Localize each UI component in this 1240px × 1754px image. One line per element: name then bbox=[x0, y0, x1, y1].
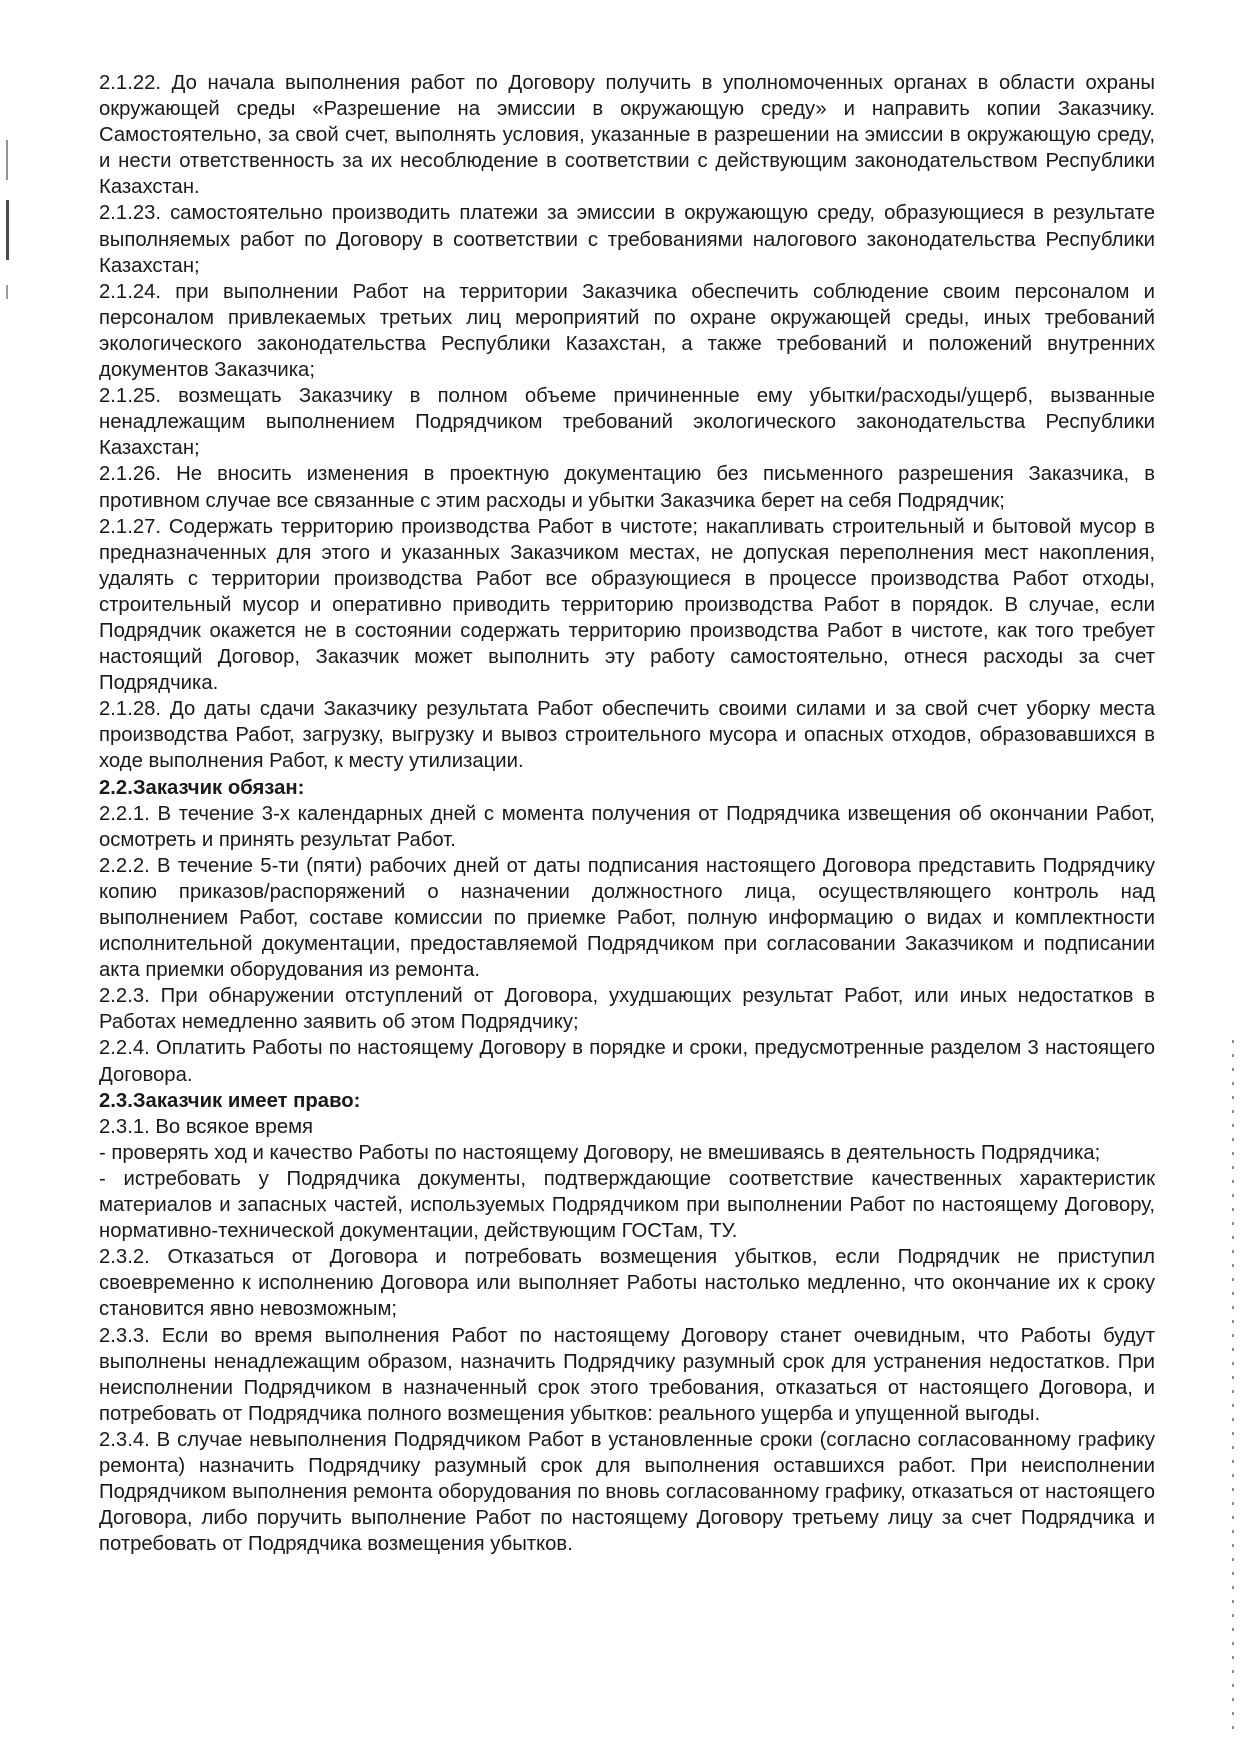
clause-2-3-1-item-2: - истребовать у Подрядчика документы, подтверждающие соответствие качественных характеристик материалов и запасных частей, используемых Подрядчиком при выполнении Работ по настоящему Договору, нормативно-технической документации, действующим ГОСТам, ТУ. bbox=[99, 1167, 1155, 1243]
clause-2-1-26: 2.1.26. Не вносить изменения в проектную документацию без письменного разрешения Заказчика, в противном случае все связанные с этим расходы и убытки Заказчика берет на себя Подрядчик; bbox=[99, 463, 1155, 512]
clause-2-2-3: 2.2.3. При обнаружении отступлений от Договора, ухудшающих результат Работ, или иных недостатков в Работах немедленно заявить об этом Подрядчику; bbox=[99, 985, 1155, 1034]
clause-2-1-22: 2.1.22. До начала выполнения работ по Договору получить в уполномоченных органах в области охраны окружающей среды «Разрешение на эмиссии в окружающую среду» и направить копии Заказчику. Самостоятельно, за свой счет, выполнять условия, указанные в разрешении на эмиссии в окружающую среду, и нести ответственность за их несоблюдение в соответствии с действующим законодательством Республики Казахстан. bbox=[99, 72, 1155, 199]
section-heading-2-2: 2.2.Заказчик обязан: bbox=[99, 776, 305, 799]
clause-2-3-1-item-1: - проверять ход и качество Работы по настоящему Договору, не вмешиваясь в деятельность Подрядчика; bbox=[99, 1141, 1101, 1164]
clause-2-2-2: 2.2.2. В течение 5-ти (пяти) рабочих дней от даты подписания настоящего Договора представить Подрядчику копию приказов/распоряжений о назначении должностного лица, осуществляющего контроль над выполнением Работ, составе комиссии по приемке Работ, полную информацию о видах и комплектности исполнительной документации, предоставляемой Подрядчиком при согласовании Заказчиком и подписании акта приемки оборудования из ремонта. bbox=[99, 854, 1155, 982]
clause-2-3-4: 2.3.4. В случае невыполнения Подрядчиком Работ в установленные сроки (согласно согласованному графику ремонта) назначить Подрядчику разумный срок для выполнения оставшихся работ. При неисполнении Подрядчиком выполнения ремонта оборудования по вновь согласованному графику, отказаться от настоящего Договора, либо поручить выполнение Работ по настоящему Договору третьему лицу за счет Подрядчика и потребовать от Подрядчика возмещения убытков. bbox=[99, 1428, 1155, 1556]
clause-2-1-23: 2.1.23. самостоятельно производить платежи за эмиссии в окружающую среду, образующиеся в результате выполняемых работ по Договору в соответствии с требованиями налогового законодательства Республики Казахстан; bbox=[99, 202, 1155, 277]
scan-margin-mark bbox=[6, 140, 8, 180]
scan-margin-mark bbox=[6, 200, 9, 260]
scan-edge-mark bbox=[1232, 1040, 1234, 1740]
clause-2-3-1: 2.3.1. Во всякое время bbox=[99, 1115, 314, 1138]
clause-2-3-2: 2.3.2. Отказаться от Договора и потребовать возмещения убытков, если Подрядчик не приступил своевременно к исполнению Договора или выполняет Работы настолько медленно, что окончание их к сроку становится явно невозможным; bbox=[99, 1246, 1155, 1321]
clause-2-2-4: 2.2.4. Оплатить Работы по настоящему Договору в порядке и сроки, предусмотренные разделом 3 настоящего Договора. bbox=[99, 1037, 1155, 1086]
scan-margin-mark bbox=[6, 285, 8, 299]
clause-2-1-25: 2.1.25. возмещать Заказчику в полном объеме причиненные ему убытки/расходы/ущерб, вызванные ненадлежащим выполнением Подрядчиком требований экологического законодательства Республики Казахстан; bbox=[99, 385, 1155, 460]
document-body bbox=[99, 70, 1155, 1557]
clause-2-1-27: 2.1.27. Содержать территорию производства Работ в чистоте; накапливать строительный и бытовой мусор в предназначенных для этого и указанных Заказчиком местах, не допуская переполнения мест накопления, удалять с территории производства Работ все образующиеся в процессе производства Работ отходы, строительный мусор и оперативно приводить территорию производства Работ в порядок. В случае, если Подрядчик окажется не в состоянии содержать территорию производства Работ в чистоте, как того требует настоящий Договор, Заказчик может выполнить эту работу самостоятельно, отнеся расходы за счет Подрядчика. bbox=[99, 515, 1155, 695]
clause-2-1-28: 2.1.28. До даты сдачи Заказчику результата Работ обеспечить своими силами и за свой счет уборку места производства Работ, загрузку, выгрузку и вывоз строительного мусора и опасных отходов, образовавшихся в ходе выполнения Работ, к месту утилизации. bbox=[99, 698, 1155, 773]
section-heading-2-3: 2.3.Заказчик имеет право: bbox=[99, 1089, 361, 1112]
clause-2-3-3: 2.3.3. Если во время выполнения Работ по настоящему Договору станет очевидным, что Работы будут выполнены ненадлежащим образом, назначить Подрядчику разумный срок для устранения недостатков. При неисполнении Подрядчиком в назначенный срок этого требования, отказаться от настоящего Договора, и потребовать от Подрядчика полного возмещения убытков: реального ущерба и упущенной выгоды. bbox=[99, 1324, 1155, 1425]
clause-2-1-24: 2.1.24. при выполнении Работ на территории Заказчика обеспечить соблюдение своим персоналом и персоналом привлекаемых третьих лиц мероприятий по охране окружающей среды, иных требований экологического законодательства Республики Казахстан, а также требований и положений внутренних документов Заказчика; bbox=[99, 280, 1155, 382]
clause-2-2-1: 2.2.1. В течение 3-х календарных дней с момента получения от Подрядчика извещения об окончании Работ, осмотреть и принять результат Работ. bbox=[99, 802, 1155, 851]
